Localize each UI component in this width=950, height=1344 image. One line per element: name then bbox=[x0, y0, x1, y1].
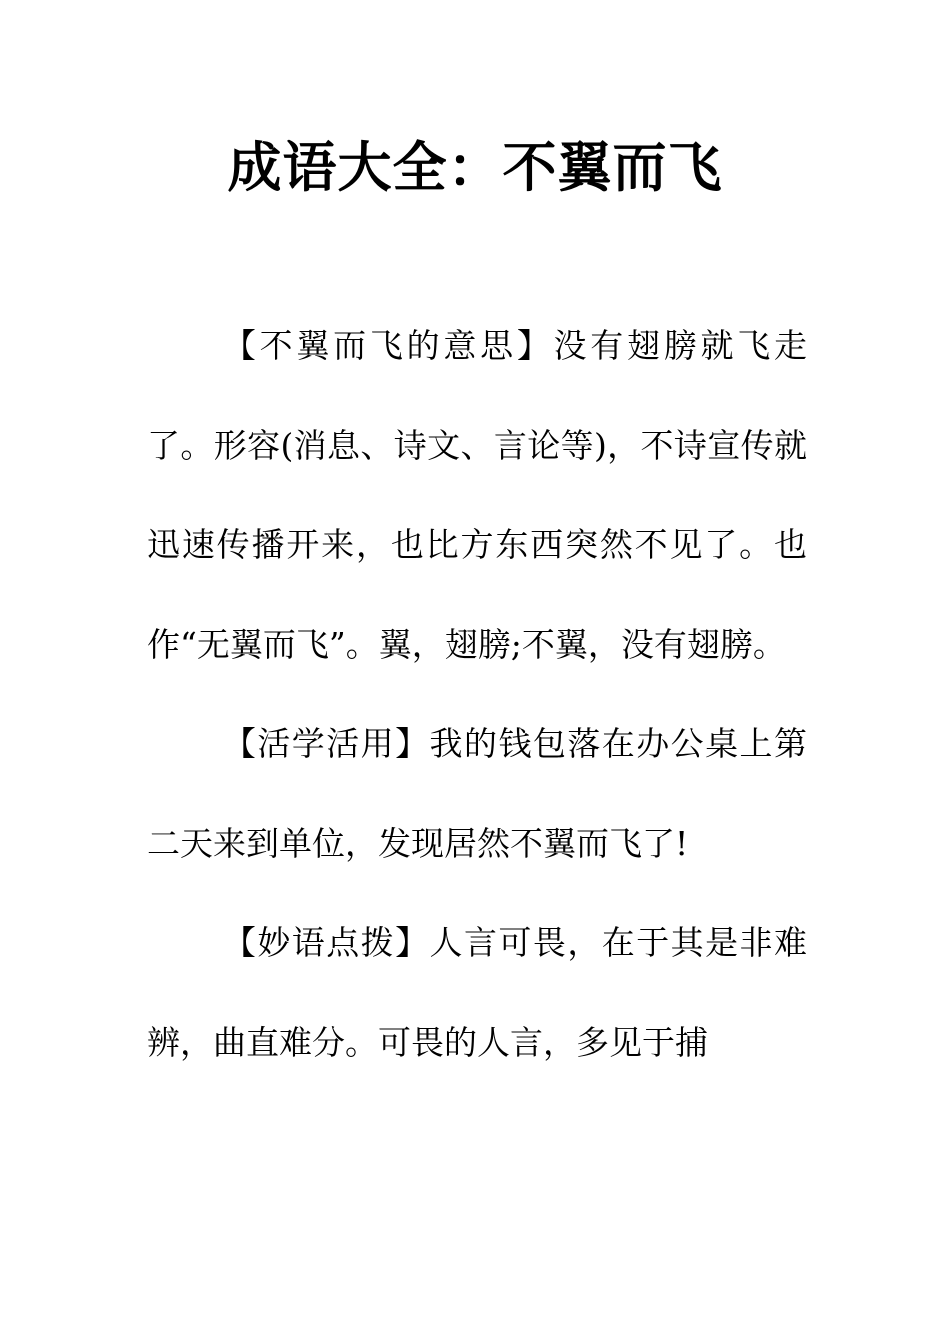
document-body bbox=[147, 296, 807, 1092]
paragraph-commentary: 【妙语点拨】人言可畏，在于其是非难辨，曲直难分。可畏的人言，多见于捕 bbox=[147, 923, 807, 1062]
paragraph-meaning: 【不翼而飞的意思】没有翅膀就飞走了。形容(消息、诗文、言论等)，不诗宣传就迅速传播开来，也比方东西突然不见了。也作“无翼而飞”。翼，翅膀;不翼，没有翅膀。 bbox=[147, 326, 807, 664]
page-title: 成语大全：不翼而飞 bbox=[227, 136, 723, 199]
paragraph-usage: 【活学活用】我的钱包落在办公桌上第二天来到单位，发现居然不翼而飞了! bbox=[147, 724, 807, 863]
